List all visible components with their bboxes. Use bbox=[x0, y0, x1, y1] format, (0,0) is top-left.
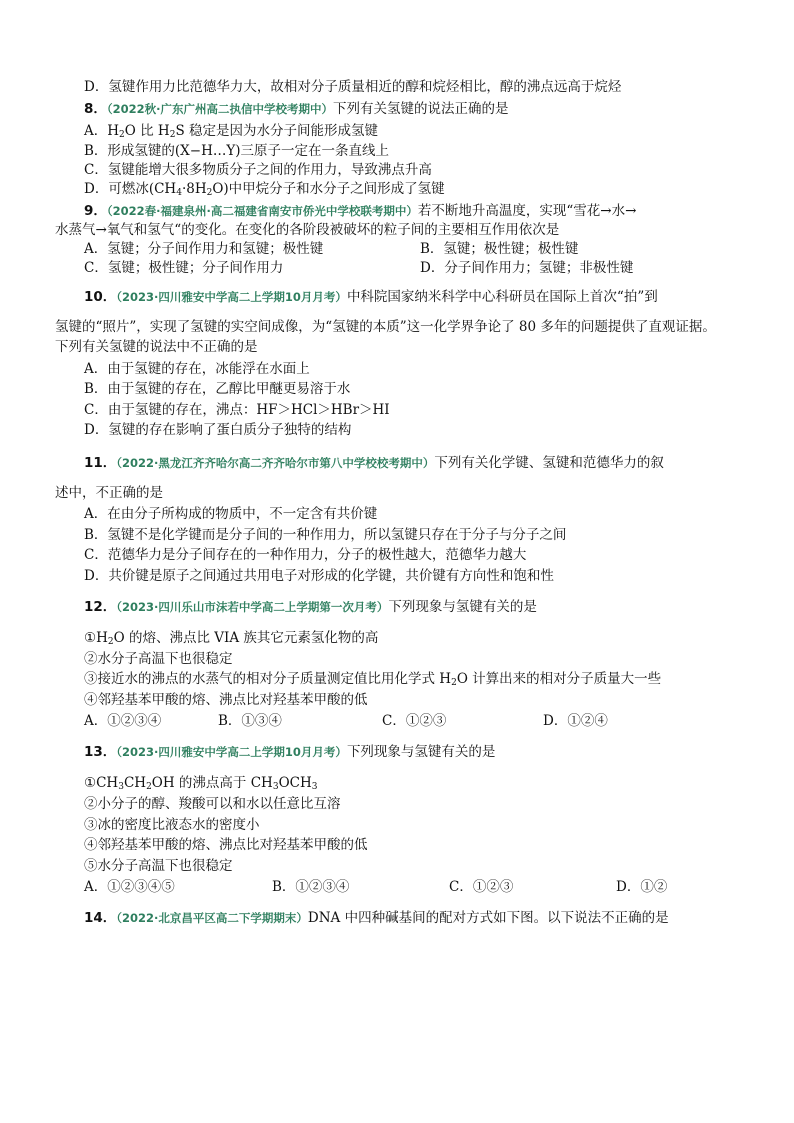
question-8-stem bbox=[84, 101, 509, 117]
q13-option-c: C．①②③ bbox=[449, 879, 514, 895]
question-11-source: （2022·黑龙江齐齐哈尔高二齐齐哈尔市第八中学校校考期中） bbox=[116, 456, 435, 470]
question-12-stem bbox=[84, 599, 537, 615]
q12-option-c: C．①②③ bbox=[382, 713, 447, 729]
q13-item-4: ④邻羟基苯甲酸的熔、沸点比对羟基苯甲酸的低 bbox=[84, 837, 368, 853]
question-14-source: （2022·北京昌平区高二下学期期末） bbox=[116, 911, 308, 925]
q12-option-b: B．①③④ bbox=[218, 713, 282, 729]
q13-option-b: B．①②③④ bbox=[272, 879, 350, 895]
q10-option-d: D．氢键的存在影响了蛋白质分子独特的结构 bbox=[84, 422, 352, 438]
question-9-text-cont: 水蒸气→氧气和氢气“的变化。在变化的各阶段被破坏的粒子间的主要相互作用依次是 bbox=[55, 222, 560, 238]
question-14-stem bbox=[84, 910, 669, 926]
question-9-source: （2022春·福建泉州·高二福建省南安市侨光中学校联考期中） bbox=[106, 204, 418, 218]
question-10-number: 10． bbox=[84, 289, 117, 305]
question-13-stem bbox=[84, 744, 495, 760]
q8-option-a: A．$H_2O$ 比 $H_2S$ 稳定是因为水分子间能形成氢键 bbox=[84, 123, 378, 140]
q9-option-a: A．氢键；分子间作用力和氢键；极性键 bbox=[84, 241, 324, 257]
q12-option-d: D．①②④ bbox=[543, 713, 608, 729]
question-13-source: （2023·四川雅安中学高二上学期10月月考） bbox=[116, 745, 347, 759]
question-10-text: 中科院国家纳米科学中心科研员在国际上首次“拍”到 bbox=[346, 289, 658, 305]
question-11-stem bbox=[84, 455, 664, 471]
q11-option-d: D．共价键是原子之间通过共用电子对形成的化学键，共价键有方向性和饱和性 bbox=[84, 568, 554, 584]
question-11-number: 11． bbox=[84, 455, 117, 471]
q8-option-d: D．可燃冰$(CH_4\cdot 8H_2O)$中甲烷分子和水分子之间形成了氢键 bbox=[84, 181, 445, 198]
question-12-text: 下列现象与氢键有关的是 bbox=[388, 599, 537, 615]
question-9-number: 9． bbox=[84, 203, 107, 219]
q12-item-1: $①H_2O$ 的熔、沸点比 VIA 族其它元素氢化物的高 bbox=[84, 630, 379, 647]
question-11-text-cont: 述中，不正确的是 bbox=[55, 485, 163, 501]
q9-option-d: D．分子间作用力；氢键；非极性键 bbox=[420, 260, 634, 276]
question-10-text-cont-2: 下列有关氢键的说法中不正确的是 bbox=[55, 339, 258, 355]
q12-item-2: ②水分子高温下也很稳定 bbox=[84, 651, 233, 667]
question-12-number: 12． bbox=[84, 599, 117, 615]
question-8-number: 8． bbox=[84, 101, 107, 117]
question-14-number: 14． bbox=[84, 910, 117, 926]
question-10-source: （2023·四川雅安中学高二上学期10月月考） bbox=[116, 290, 347, 304]
q12-item-4: ④邻羟基苯甲酸的熔、沸点比对羟基苯甲酸的低 bbox=[84, 692, 368, 708]
q11-option-a: A．在由分子所构成的物质中，不一定含有共价键 bbox=[84, 506, 378, 522]
q10-option-b: B．由于氢键的存在，乙醇比甲醚更易溶于水 bbox=[84, 381, 351, 397]
question-13-text: 下列现象与氢键有关的是 bbox=[346, 744, 496, 760]
q13-item-1: $①CH_3CH_2OH$ 的沸点高于 $CH_3OCH_3$ bbox=[84, 775, 318, 792]
q13-item-5: ⑤水分子高温下也很稳定 bbox=[84, 858, 233, 874]
question-14-text: DNA 中四种碱基间的配对方式如下图。以下说法不正确的是 bbox=[307, 910, 669, 926]
question-10-stem bbox=[84, 289, 658, 305]
q12-item-3: ③接近水的沸点的水蒸气的相对分子质量测定值比用化学式 $H_2O$ 计算出来的相对分子质量大一些 bbox=[84, 671, 662, 688]
q11-option-b: B．氢键不是化学键而是分子间的一种作用力，所以氢键只存在于分子与分子之间 bbox=[84, 527, 567, 543]
question-13-number: 13． bbox=[84, 744, 117, 760]
q11-option-c: C．范德华力是分子间存在的一种作用力，分子的极性越大，范德华力越大 bbox=[84, 547, 527, 563]
q10-option-a: A．由于氢键的存在，冰能浮在水面上 bbox=[84, 361, 310, 377]
q7-option-d: D．氢键作用力比范德华力大，故相对分子质量相近的醇和烷烃相比，醇的沸点远高于烷烃 bbox=[84, 79, 622, 95]
q9-option-c: C．氢键；极性键；分子间作用力 bbox=[84, 260, 284, 276]
question-8-text: 下列有关氢键的说法正确的是 bbox=[333, 101, 509, 117]
q12-option-a: A．①②③④ bbox=[84, 713, 162, 729]
question-11-text: 下列有关化学键、氢键和范德华力的叙 bbox=[434, 455, 664, 471]
q13-item-3: ③冰的密度比液态水的密度小 bbox=[84, 817, 260, 833]
q13-option-a: A．①②③④⑤ bbox=[84, 879, 175, 895]
question-12-source: （2023·四川乐山市沫若中学高二上学期第一次月考） bbox=[116, 600, 389, 614]
q9-option-b: B．氢键；极性键；极性键 bbox=[420, 241, 579, 257]
q13-option-d: D．①② bbox=[616, 879, 668, 895]
q8-option-b: B．形成氢键的(X−H…Y)三原子一定在一条直线上 bbox=[84, 143, 390, 159]
question-9-text: 若不断地升高温度，实现“雪花→水→ bbox=[417, 203, 637, 219]
q8-option-c: C．氢键能增大很多物质分子之间的作用力，导致沸点升高 bbox=[84, 162, 432, 178]
question-8-source: （2022秋·广东广州高二执信中学校考期中） bbox=[106, 102, 334, 116]
q10-option-c: C．由于氢键的存在，沸点：HF＞HCl＞HBr＞HI bbox=[84, 402, 390, 418]
question-10-text-cont: 氢键的“照片”，实现了氢键的实空间成像，为“氢键的本质”这一化学界争论了 80 多年的问题提供了直观证据。 bbox=[55, 319, 716, 335]
q13-item-2: ②小分子的醇、羧酸可以和水以任意比互溶 bbox=[84, 796, 341, 812]
question-9-stem bbox=[84, 203, 636, 219]
